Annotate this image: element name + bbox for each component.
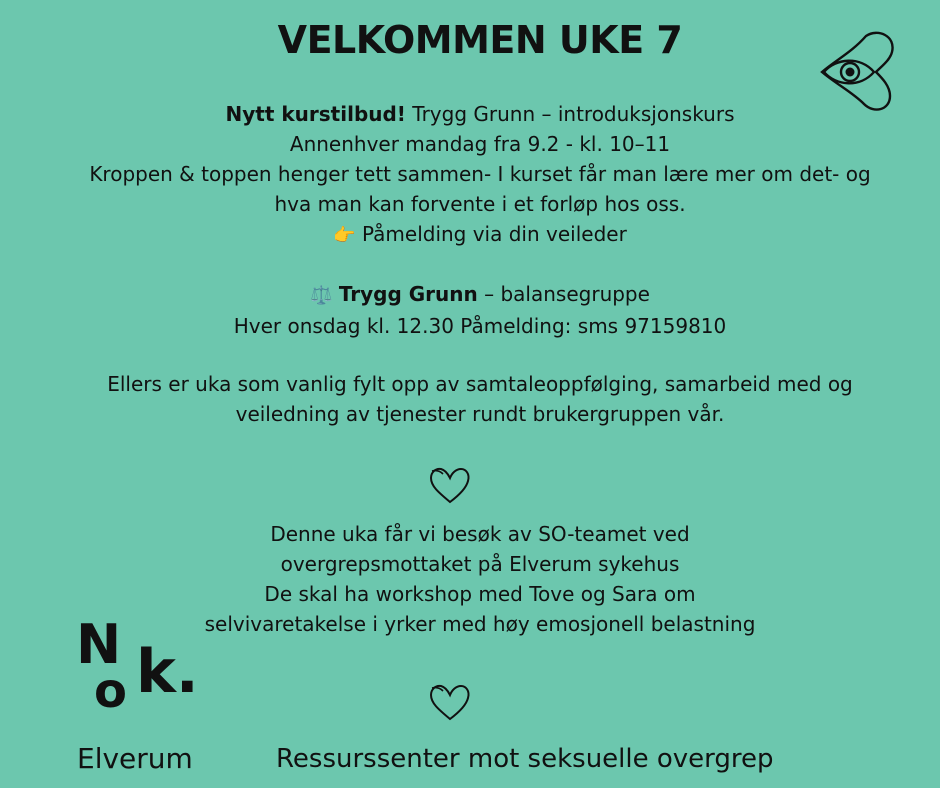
general-line-2: veiledning av tjenester rundt brukergruppen vår. [235,402,725,426]
general-line-1: Ellers er uka som vanlig fylt opp av samtaleoppfølging, samarbeid med og [107,372,853,396]
nok-logo [76,613,206,723]
visit-line-3: De skal ha workshop med Tove og Sara om [264,582,696,606]
page-title: VELKOMMEN UKE 7 [277,18,683,62]
course-name: Trygg Grunn – introduksjonskurs [405,102,735,126]
course-signup [0,219,940,251]
pointing-hand-icon: 👉 [333,225,356,246]
visit-line-1: Denne uka får vi besøk av SO-teamet ved [270,522,690,546]
balance-name: Trygg Grunn [338,282,478,306]
course-signup-text: Påmelding via din veileder [355,222,627,246]
visit-line-2: overgrepsmottaket på Elverum sykehus [280,552,680,576]
visit-line-4: selvivaretakelse i yrker med høy emosjonell belastning [204,612,756,636]
course-lead: Nytt kurstilbud! [225,102,406,126]
heart-icon [428,466,472,506]
course-description-1: Kroppen & toppen henger tett sammen- I kurset får man lære mer om det- og [89,162,871,186]
logo-letter-n: N [76,613,122,676]
balance-section [0,279,940,341]
logo-letter-o: o [94,663,127,719]
general-section [0,369,940,429]
balance-type: – balansegruppe [477,282,650,306]
course-description-2: hva man kan forvente i et forløp hos oss. [274,192,686,216]
course-line-1 [0,99,940,129]
scales-icon: ⚖️ [310,285,333,306]
logo-letter-k: k. [136,637,199,707]
course-section [0,99,940,251]
location-label: Elverum [77,742,193,775]
balance-schedule: Hver onsdag kl. 12.30 Påmelding: sms 97159810 [233,314,727,338]
course-schedule: Annenhver mandag fra 9.2 - kl. 10–11 [289,132,671,156]
organization-name: Ressurssenter mot seksuelle overgrep [276,744,774,774]
heart-icon [428,683,472,723]
balance-line-1 [0,279,940,311]
